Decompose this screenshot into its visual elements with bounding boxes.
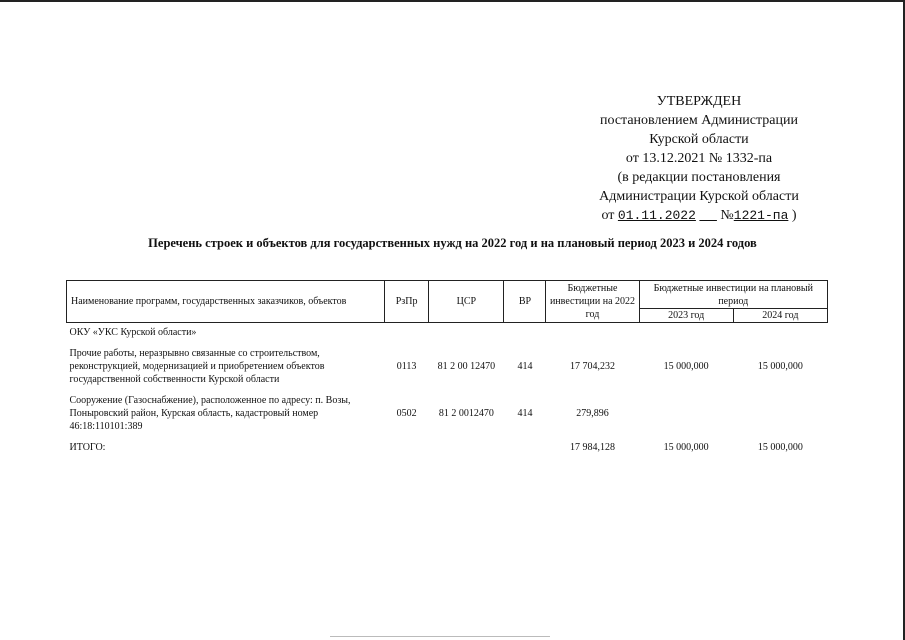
row-vr: 414 [517, 408, 533, 419]
approval-line-3: Курской области [649, 132, 749, 147]
total-csr-empty [429, 435, 504, 454]
approval-line-2: постановлением Администрации [600, 113, 798, 128]
header-name: Наименование программ, государственных заказчиков, объектов [67, 281, 385, 323]
approval-line-5: (в редакции постановления [617, 170, 781, 185]
header-rzpr: РзПр [385, 281, 429, 323]
row-2023: 15 000,000 [663, 361, 709, 372]
row-name: Сооружение (Газоснабжение), расположенное по адресу: п. Возы, Поныровский район, Курская область, кадастровый номер 46:18:110101:389 [69, 395, 351, 432]
total-row [67, 435, 828, 454]
row-2022: 17 704,232 [569, 361, 615, 372]
amendment-spacer [699, 208, 717, 223]
approval-line-4: от 13.12.2021 № 1332-па [625, 151, 773, 166]
row-rzpr: 0113 [396, 361, 417, 372]
amendment-date: 01.11.2022 [617, 208, 696, 223]
total-vr-empty [504, 435, 546, 454]
org-name: ОКУ «УКС Курской области» [69, 327, 197, 338]
amendment-prefix: от [601, 208, 615, 223]
objects-table [66, 280, 828, 454]
total-rzpr-empty [385, 435, 429, 454]
total-label: ИТОГО: [69, 442, 106, 453]
approval-line-1: УТВЕРЖДЕН [656, 94, 742, 109]
row-csr: 81 2 0012470 [438, 408, 494, 419]
amendment-suffix: ) [791, 208, 797, 223]
row-2024 [733, 388, 827, 435]
amendment-number: 1221-па [733, 208, 789, 223]
header-year-2023: 2023 год [639, 309, 733, 323]
table-body [67, 323, 828, 455]
row-csr: 81 2 00 12470 [437, 361, 496, 372]
table-row [67, 341, 828, 388]
row-2023 [639, 388, 733, 435]
approval-line-6: Администрации Курской области [599, 189, 799, 204]
scan-border-top [0, 0, 905, 2]
table-row [67, 388, 828, 435]
document-title: Перечень строек и объектов для государственных нужд на 2022 год и на плановый период 2023 и 2024 годов [148, 236, 757, 250]
header-vr: ВР [504, 281, 546, 323]
header-year-2024: 2024 год [733, 309, 827, 323]
row-name: Прочие работы, неразрывно связанные со строительством, реконструкцией, модернизацией и приобретением объектов государственной собственности Курской области [69, 348, 325, 385]
table-header [67, 281, 828, 323]
row-vr: 414 [517, 361, 533, 372]
approval-stamp [580, 92, 818, 225]
header-inv-2022: Бюджетные инвестиции на 2022 год [546, 281, 639, 323]
org-row [67, 323, 828, 342]
total-2024: 15 000,000 [757, 442, 803, 453]
row-rzpr: 0502 [396, 408, 417, 419]
row-2022: 279,896 [576, 408, 609, 419]
scan-border-bottom [330, 636, 550, 637]
total-2022: 17 984,128 [569, 442, 615, 453]
header-planned-period: Бюджетные инвестиции на плановый период [639, 281, 827, 309]
amendment-number-sign: № [720, 208, 734, 223]
header-csr: ЦСР [429, 281, 504, 323]
total-2023: 15 000,000 [663, 442, 709, 453]
amendment-line [580, 206, 818, 225]
row-2024: 15 000,000 [757, 361, 803, 372]
